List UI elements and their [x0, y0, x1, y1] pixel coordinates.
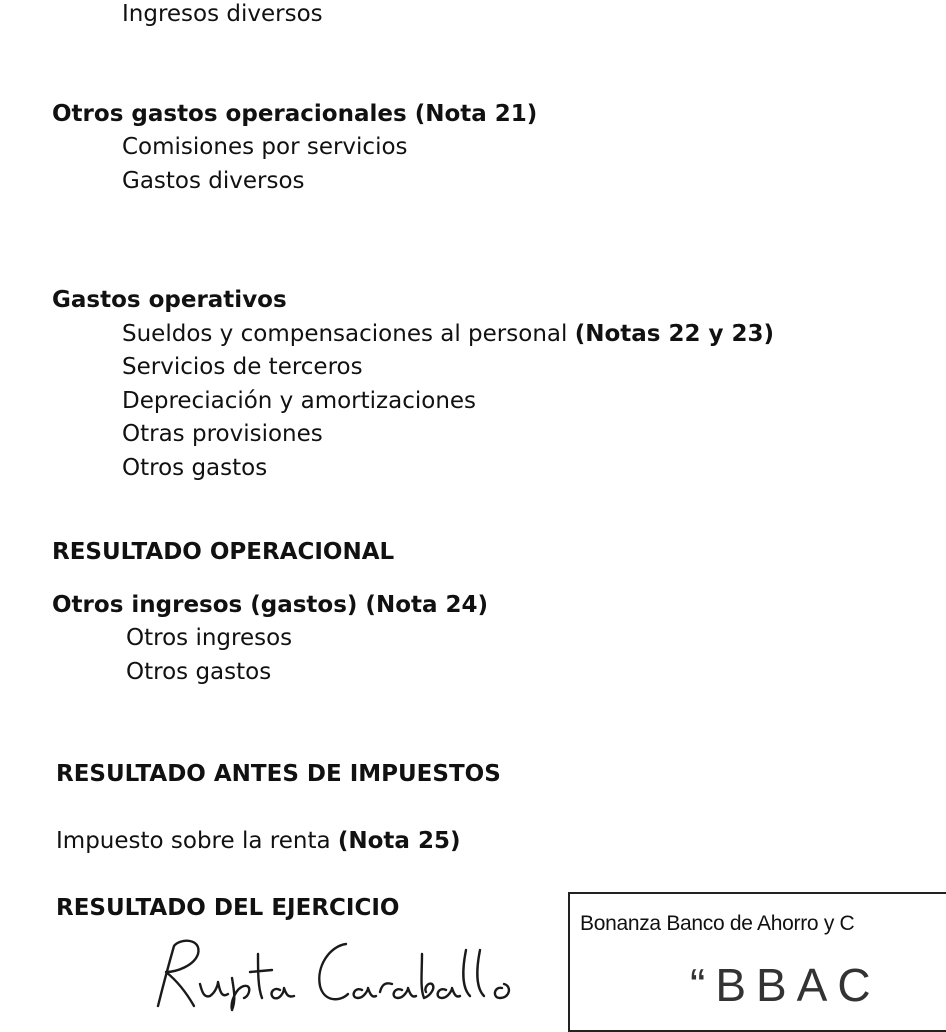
line-servicios-terceros: Servicios de terceros [122, 354, 363, 380]
line-otras-provisiones: Otras provisiones [122, 421, 323, 447]
resultado-ejercicio: RESULTADO DEL EJERCICIO [56, 895, 400, 921]
line-otros-gastos-1: Otros gastos [122, 455, 268, 481]
resultado-antes-impuestos: RESULTADO ANTES DE IMPUESTOS [56, 761, 501, 787]
line-otros-ingresos: Otros ingresos [126, 625, 293, 651]
line-gastos-diversos: Gastos diversos [122, 168, 305, 194]
stamp-bank-name: Bonanza Banco de Ahorro y C [580, 912, 855, 935]
section-otros-gastos-note: (Nota 21) [414, 101, 538, 127]
bank-stamp [568, 892, 946, 1032]
line-sueldos [122, 323, 774, 346]
line-impuesto-note: (Nota 25) [337, 828, 461, 854]
section-gastos-operativos: Gastos operativos [52, 287, 287, 313]
line-sueldos-label: Sueldos y compensaciones al personal [122, 321, 568, 347]
line-impuesto-label: Impuesto sobre la renta [56, 828, 331, 854]
line-otros-gastos-2: Otros gastos [126, 659, 272, 685]
line-sueldos-note: (Notas 22 y 23) [574, 321, 775, 347]
line-depreciacion: Depreciación y amortizaciones [122, 388, 477, 414]
section-otros-gastos-operacionales [52, 103, 537, 126]
line-ingresos-diversos: Ingresos diversos [122, 1, 323, 27]
handwritten-signature [140, 932, 540, 1014]
stamp-bank-acronym: “BBAC [690, 959, 881, 1011]
resultado-operacional: RESULTADO OPERACIONAL [52, 539, 395, 565]
line-impuesto-renta [56, 830, 460, 853]
section-otros-ingresos: Otros ingresos (gastos) (Nota 24) [52, 592, 489, 618]
line-comisiones: Comisiones por servicios [122, 134, 408, 160]
section-otros-gastos-label: Otros gastos operacionales [52, 101, 407, 127]
